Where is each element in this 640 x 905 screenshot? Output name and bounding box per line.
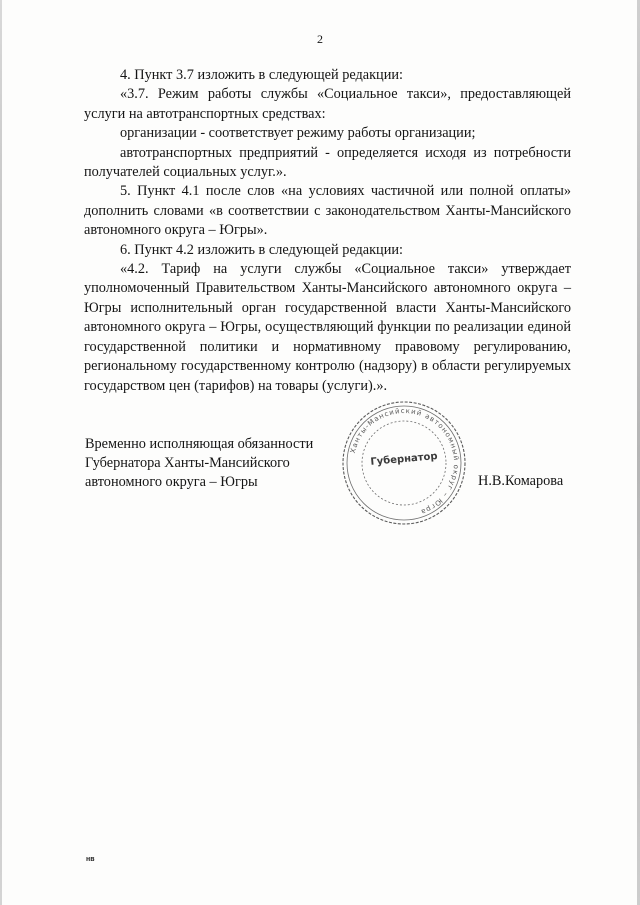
paragraph-quote-4-2: «4.2. Тариф на услуги службы «Социальное такси» утверждает уполномоченный Правительством Ханты-Мансийского автономного округа – Югры исполнительный орган государственной власти Ханты-Мансийского автономного округа – Югры, осуществляющий функции по реализации единой государственной политики и нормативному правовому регулированию, региональному государственному контролю (надзору) в области регулируемых государством цен (тарифов) на товары (услуги).». [84,261,571,394]
paragraph-item-5: 5. Пункт 4.1 после слов «на условиях частичной или полной оплаты» дополнить словами «в соответствии с законодательством Ханты-Мансийского автономного округа – Югры». [84,183,571,239]
paragraph-organizations: организации - соответствует режиму работы организации; [120,125,476,142]
paragraph-transport-enterprises: автотранспортных предприятий - определяется исходя из потребности получателей социальных услуг.». [84,144,571,181]
executor-initials: нв [86,856,95,863]
seal-ring-text: Ханты-Мансийский автономный округ – Югра [348,406,461,517]
signatory-position-line: Губернатора Ханты-Мансийского [85,455,290,471]
paragraph-quote-3-7: «3.7. Режим работы службы «Социальное такси», предоставляющей услуги на автотранспортных средствах: [84,86,571,122]
signatory-position-line: Временно исполняющая обязанности [85,436,314,452]
document-body [84,66,571,396]
paragraph-item-6: 6. Пункт 4.2 изложить в следующей редакции: [120,241,403,258]
scan-edge-left [0,0,2,905]
signatory-position-line: автономного округа – Югры [85,474,258,490]
official-seal [339,398,469,528]
page-number: 2 [317,32,323,46]
signatory-position [85,435,313,492]
signatory-name: Н.В.Комарова [478,473,564,489]
paragraph-item-4: 4. Пункт 3.7 изложить в следующей редакции: [120,67,403,83]
seal-center-text: Губернатор [369,451,438,468]
